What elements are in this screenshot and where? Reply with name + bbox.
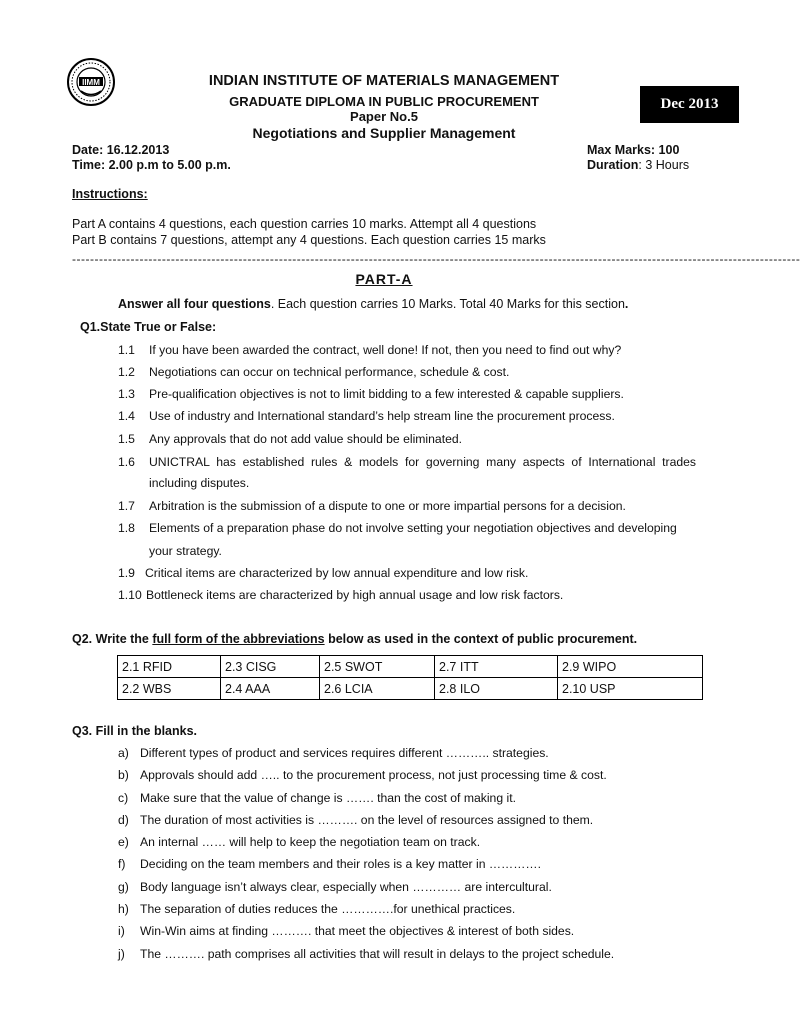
- table-cell: 2.2 WBS: [118, 678, 221, 700]
- table-row: [118, 678, 703, 700]
- q1-item-text: Critical items are characterized by low annual expenditure and low risk.: [145, 566, 529, 580]
- q1-item-number: 1.7: [118, 499, 135, 513]
- logo-text: IIMM: [82, 78, 100, 87]
- q3-item-text: Approvals should add ….. to the procurement process, not just processing time & cost.: [140, 768, 607, 782]
- q3-item-letter: a): [118, 746, 129, 760]
- q3-item-letter: g): [118, 880, 129, 894]
- q1-title: Q1.State True or False:: [80, 320, 217, 334]
- table-cell: 2.8 ILO: [435, 678, 558, 700]
- q3-item-text: The duration of most activities is ………. on the level of resources assigned to them.: [140, 813, 594, 827]
- dashed-divider: ------------------------------------------------------------------------------------------------------------------------------------------------------------------: [72, 252, 800, 266]
- q3-item-letter: b): [118, 768, 129, 782]
- q2-title: [72, 632, 637, 646]
- q2-underlined: full form of the abbreviations: [152, 632, 325, 646]
- q3-title: Q3. Fill in the blanks.: [72, 724, 198, 738]
- q1-item-number: 1.8: [118, 521, 135, 535]
- q1-item-text: If you have been awarded the contract, well done! If not, then you need to find out why?: [149, 343, 622, 357]
- part-a-intro-rest: . Each question carries 10 Marks. Total 40 Marks for this section: [270, 297, 625, 311]
- table-cell: 2.3 CISG: [221, 656, 320, 678]
- q3-item-letter: d): [118, 813, 129, 827]
- duration: [587, 158, 689, 172]
- q1-item-number: 1.6: [118, 455, 135, 469]
- q1-item-number: 1.5: [118, 432, 135, 446]
- table-cell: 2.6 LCIA: [320, 678, 435, 700]
- q1-item-text: UNICTRAL has established rules & models for governing many aspects of International trades: [149, 455, 696, 469]
- paper-number: Paper No.5: [350, 109, 418, 124]
- institute-title: INDIAN INSTITUTE OF MATERIALS MANAGEMENT: [208, 73, 560, 89]
- table-cell: 2.10 USP: [558, 678, 703, 700]
- q3-item-letter: f): [118, 857, 126, 871]
- q3-item-text: An internal …… will help to keep the negotiation team on track.: [140, 835, 481, 849]
- q3-item-text: Win-Win aims at finding ………. that meet the objectives & interest of both sides.: [140, 924, 575, 938]
- q1-item-number: 1.9: [118, 566, 135, 580]
- session-badge: Dec 2013: [640, 86, 739, 123]
- q3-item-text: The ………. path comprises all activities that will result in delays to the project schedule.: [140, 947, 615, 961]
- q3-item-letter: j): [118, 947, 125, 961]
- part-a-intro-bold: Answer all four questions: [118, 297, 271, 311]
- q3-item-letter: i): [118, 924, 125, 938]
- q1-item-text: Any approvals that do not add value should be eliminated.: [149, 432, 463, 446]
- q1-item-number: 1.3: [118, 387, 135, 401]
- q1-item-text: Use of industry and International standard’s help stream line the procurement process.: [149, 409, 615, 423]
- table-cell: 2.4 AAA: [221, 678, 320, 700]
- table-row: [118, 656, 703, 678]
- part-a-intro-end: .: [624, 297, 629, 311]
- program-title: GRADUATE DIPLOMA IN PUBLIC PROCUREMENT: [229, 94, 539, 109]
- q1-item-number: 1.1: [118, 343, 135, 357]
- part-a-intro: [118, 297, 628, 311]
- table-cell: 2.7 ITT: [435, 656, 558, 678]
- q1-item-text: Arbitration is the submission of a dispute to one or more impartial persons for a decision.: [149, 499, 626, 513]
- exam-date: Date: 16.12.2013: [72, 143, 170, 157]
- q1-item-number: 1.10: [118, 588, 142, 602]
- table-cell: 2.5 SWOT: [320, 656, 435, 678]
- q1-item-text: Elements of a preparation phase do not involve setting your negotiation objectives and developing: [149, 521, 677, 535]
- table-cell: 2.9 WIPO: [558, 656, 703, 678]
- q1-item-number: 1.4: [118, 409, 135, 423]
- table-cell: 2.1 RFID: [118, 656, 221, 678]
- q3-item-text: Deciding on the team members and their roles is a key matter in ………….: [140, 857, 541, 871]
- q3-item-text: Different types of product and services requires different ……….. strategies.: [140, 746, 549, 760]
- part-a-title: PART-A: [355, 271, 413, 287]
- q3-item-text: Make sure that the value of change is ……. than the cost of making it.: [140, 791, 516, 805]
- instruction-line-2: Part B contains 7 questions, attempt any 4 questions. Each question carries 15 marks: [72, 233, 546, 247]
- duration-value: : 3 Hours: [638, 158, 690, 172]
- subject-title: Negotiations and Supplier Management: [252, 125, 516, 141]
- q3-item-text: The separation of duties reduces the ………….for unethical practices.: [140, 902, 516, 916]
- q1-item-text: Negotiations can occur on technical performance, schedule & cost.: [149, 365, 510, 379]
- q2-prefix: Q2. Write the: [72, 632, 153, 646]
- exam-time: Time: 2.00 p.m to 5.00 p.m.: [72, 158, 231, 172]
- q3-item-letter: e): [118, 835, 129, 849]
- max-marks: Max Marks: 100: [587, 143, 680, 157]
- duration-label: Duration: [587, 158, 639, 172]
- abbreviations-table: [117, 655, 703, 700]
- q1-item-text: Pre-qualification objectives is not to limit bidding to a few interested & capable suppliers.: [149, 387, 624, 401]
- instructions-heading: Instructions:: [72, 187, 148, 201]
- q1-item-number: 1.2: [118, 365, 135, 379]
- q2-suffix: below as used in the context of public procurement.: [324, 632, 638, 646]
- q1-item-continuation: your strategy.: [149, 544, 222, 558]
- q1-item-text: Bottleneck items are characterized by high annual usage and low risk factors.: [146, 588, 564, 602]
- q3-item-text: Body language isn’t always clear, especially when ………… are intercultural.: [140, 880, 552, 894]
- q3-item-letter: h): [118, 902, 129, 916]
- q3-item-letter: c): [118, 791, 129, 805]
- q1-item-continuation: including disputes.: [149, 476, 250, 490]
- instruction-line-1: Part A contains 4 questions, each question carries 10 marks. Attempt all 4 questions: [72, 217, 537, 231]
